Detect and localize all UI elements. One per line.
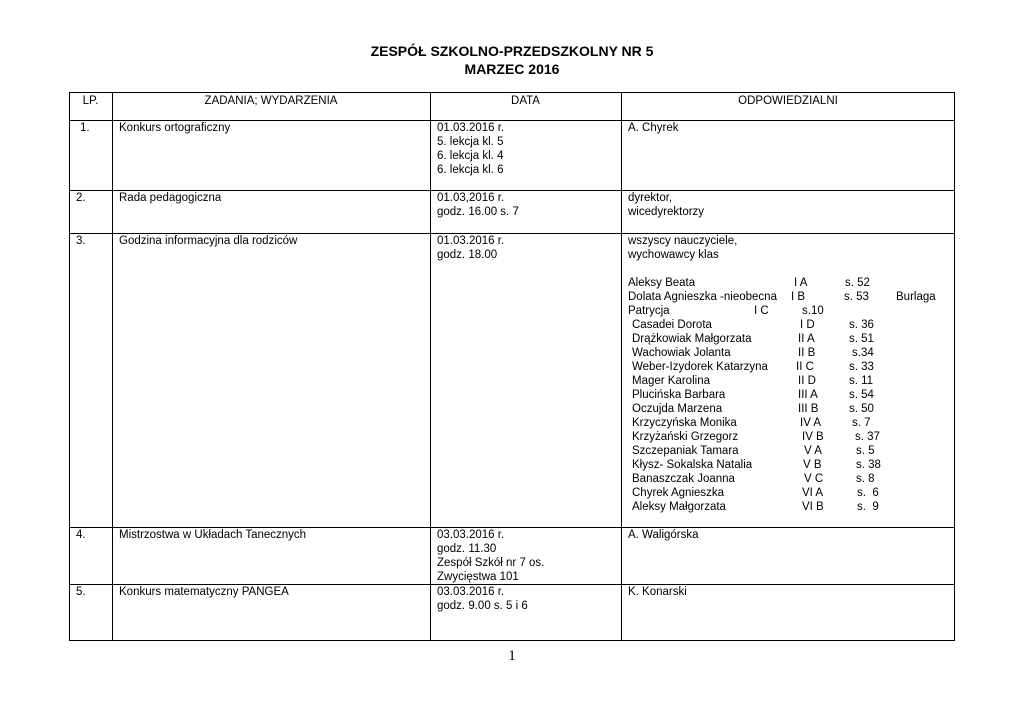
teacher-room: s.10 — [802, 305, 824, 317]
page-number: 1 — [508, 648, 516, 664]
row-date-line: godz. 16.00 s. 7 — [437, 206, 519, 218]
row-responsible: A. Chyrek — [628, 122, 679, 134]
row-date-line: 01.03.2016 r. — [437, 122, 505, 134]
teacher-class: I B — [791, 291, 806, 303]
header-lp: LP. — [82, 95, 99, 107]
teacher-class: II D — [798, 375, 816, 387]
row-task: Konkurs matematyczny PANGEA — [119, 586, 289, 598]
teacher-class: VI A — [802, 487, 824, 499]
teacher-room: s. 36 — [849, 319, 874, 331]
row-date-line: godz. 11.30 — [437, 543, 497, 555]
teacher-class: IV B — [802, 431, 824, 443]
header-responsible: ODPOWIEDZIALNI — [738, 95, 838, 107]
teacher-class: IV A — [800, 417, 822, 429]
teacher-room: s. 11 — [849, 375, 874, 387]
teacher-name: Kłysz- Sokalska Natalia — [632, 459, 753, 471]
row-date-line: 03.03.2016 r. — [437, 586, 505, 598]
teacher-class: V C — [804, 473, 824, 485]
row-lp: 1. — [80, 122, 90, 134]
teacher-class: V B — [803, 459, 822, 471]
teacher-name: Oczujda Marzena — [632, 403, 723, 415]
teacher-extra: Burlaga — [896, 291, 936, 303]
teacher-name: Weber-Izydorek Katarzyna — [632, 361, 768, 373]
row-responsible: wychowawcy klas — [628, 249, 719, 261]
teacher-name: Patrycja — [628, 305, 670, 317]
teacher-class: II B — [798, 347, 816, 359]
row-responsible: A. Waligórska — [628, 529, 699, 541]
row-date-line: 6. lekcja kl. 6 — [437, 164, 504, 176]
teacher-name: Wachowiak Jolanta — [632, 347, 731, 359]
teacher-class: III B — [798, 403, 819, 415]
row-date-line: 03.03.2016 r. — [437, 529, 505, 541]
teacher-room: s. 6 — [857, 487, 879, 499]
row-responsible: K. Konarski — [628, 586, 687, 598]
teacher-room: s. 37 — [855, 431, 880, 443]
row-lp: 2. — [76, 192, 86, 204]
teacher-name: Casadei Dorota — [632, 319, 712, 331]
teacher-name: Dolata Agnieszka -nieobecna — [628, 291, 777, 303]
teacher-room: s.34 — [852, 347, 874, 359]
teacher-room: s. 7 — [852, 417, 871, 429]
teacher-name: Aleksy Beata — [628, 277, 696, 289]
teacher-name: Krzyżański Grzegorz — [632, 431, 739, 443]
teacher-room: s. 51 — [849, 333, 874, 345]
teacher-class: I A — [794, 277, 808, 289]
row-date-line: godz. 9.00 s. 5 i 6 — [437, 600, 528, 612]
teacher-room: s. 53 — [844, 291, 869, 303]
row-lp: 3. — [76, 235, 86, 247]
teacher-name: Mager Karolina — [632, 375, 710, 387]
teacher-name: Chyrek Agnieszka — [632, 487, 725, 499]
row-task: Konkurs ortograficzny — [119, 122, 231, 134]
teacher-room: s. 33 — [849, 361, 874, 373]
teacher-class: II A — [798, 333, 815, 345]
row-responsible: wszyscy nauczyciele, — [628, 235, 738, 247]
teacher-room: s. 38 — [856, 459, 881, 471]
row-task: Rada pedagogiczna — [119, 192, 222, 204]
teacher-name: Banaszczak Joanna — [632, 473, 735, 485]
teacher-class: II C — [796, 361, 814, 373]
row-task: Mistrzostwa w Układach Tanecznych — [119, 529, 307, 541]
document-title: ZESPÓŁ SZKOLNO-PRZEDSZKOLNY NR 5 — [370, 43, 654, 59]
row-responsible: dyrektor, — [628, 192, 673, 204]
row-date-line: godz. 18.00 — [437, 249, 498, 261]
teacher-class: III A — [798, 389, 818, 401]
teacher-class: I D — [800, 319, 815, 331]
teacher-room: s. 9 — [857, 501, 879, 513]
teacher-class: V A — [804, 445, 822, 457]
row-lp: 4. — [76, 529, 86, 541]
teacher-name: Aleksy Małgorzata — [632, 501, 726, 513]
row-date-line: 5. lekcja kl. 5 — [437, 136, 504, 148]
teacher-name: Drążkowiak Małgorzata — [632, 333, 752, 345]
row-task: Godzina informacyjna dla rodziców — [119, 235, 298, 247]
teacher-class: VI B — [802, 501, 824, 513]
header-date: DATA — [511, 95, 540, 107]
row-date-line: 01.03.2016 r. — [437, 235, 505, 247]
teacher-name: Szczepaniak Tamara — [632, 445, 739, 457]
row-date-line: 01.03,2016 r. — [437, 192, 505, 204]
row-lp: 5. — [76, 586, 86, 598]
teacher-room: s. 54 — [849, 389, 874, 401]
teacher-room: s. 52 — [845, 277, 870, 289]
teacher-class: I C — [754, 305, 769, 317]
row-responsible: wicedyrektorzy — [628, 206, 705, 218]
row-date-line: Zwycięstwa 101 — [437, 571, 519, 583]
teacher-name: Krzyczyńska Monika — [632, 417, 737, 429]
row-date-line: 6. lekcja kl. 4 — [437, 150, 504, 162]
row-date-line: Zespół Szkół nr 7 os. — [437, 557, 545, 569]
header-tasks: ZADANIA; WYDARZENIA — [204, 95, 338, 107]
document-subtitle: MARZEC 2016 — [464, 61, 560, 77]
teacher-name: Plucińska Barbara — [632, 389, 726, 401]
teacher-room: s. 5 — [856, 445, 875, 457]
teacher-room: s. 8 — [856, 473, 875, 485]
teacher-room: s. 50 — [849, 403, 874, 415]
